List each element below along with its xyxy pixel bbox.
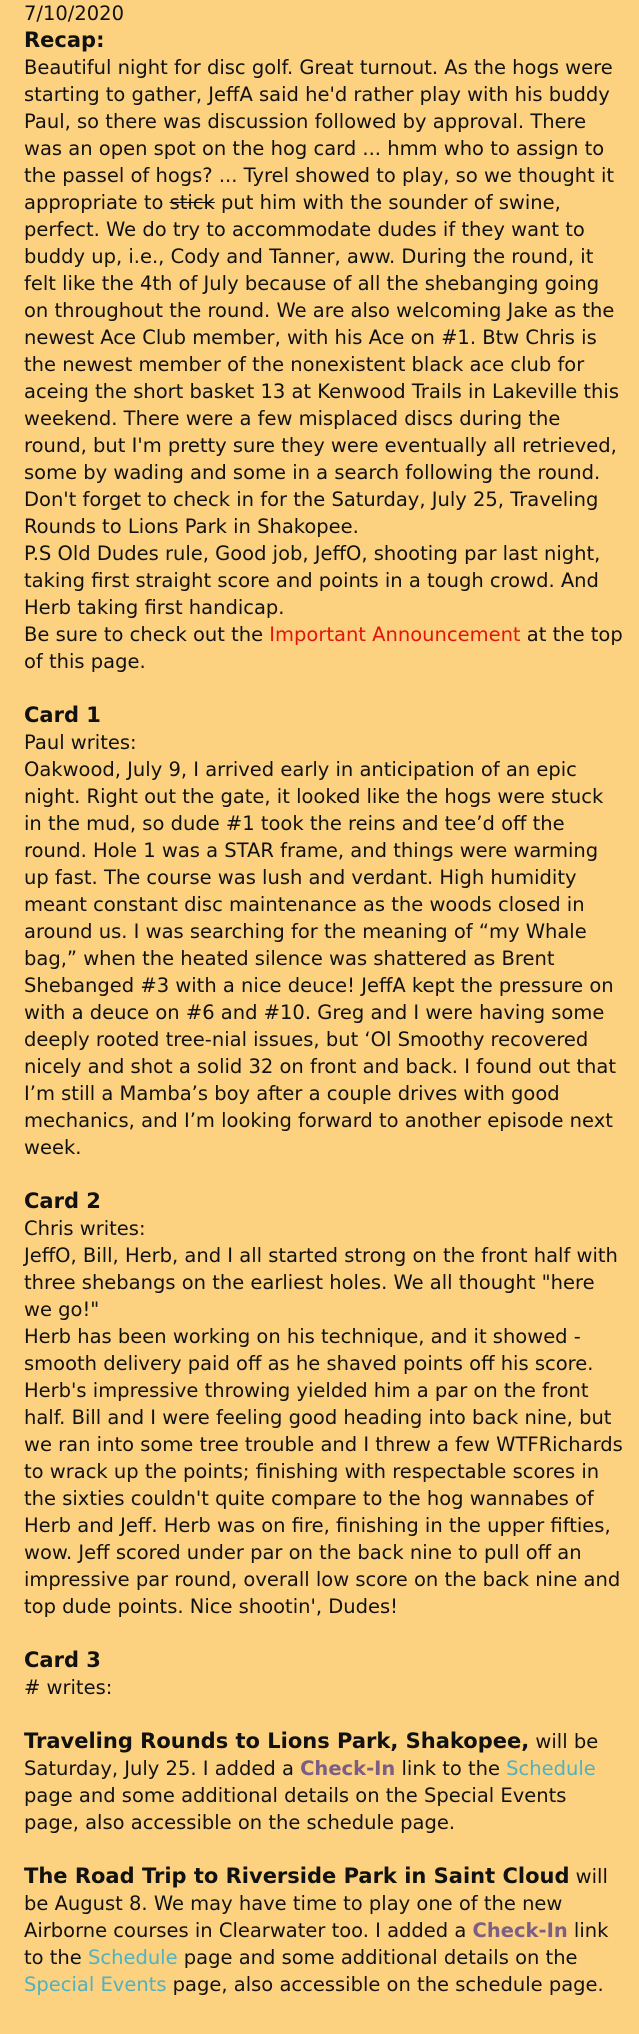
card-2-paragraph-2: Herb has been working on his technique, and it showed - smooth delivery paid off as he shaved points off his score. Herb's impressive throwing yielded him a par on the front half. Bill and I were feeling good heading into back nine, but we ran into some tree trouble and I threw a few WTFRichards to wrack up the points; finishing with respectable scores in the sixties couldn't quite compare to the hog wannabes of Herb and Jeff. Herb was on fire, finishing in the upper fifties, wow. Jeff scored under par on the back nine to pull off an impressive par round, overall low score on the back nine and top dude points. Nice shootin', Dudes! — [24, 1325, 623, 1618]
schedule-link[interactable]: Schedule — [87, 1946, 178, 1969]
recap-paragraph: Beautiful night for disc golf. Great turnout. As the hogs were starting to gather, JeffA said he'd rather play with his buddy Paul, so there was discussion followed by approval. There was an open spot on the hog card ... hmm who to assign to the passel of hogs? ... Tyrel showed to play, so we thought it appropriate to stick put him with the sounder of swine, perfect. We do try to accommodate dudes if they want to buddy up, i.e., Cody and Tanner, aww. During the round, it felt like the 4th of July because of all the shebanging going on throughout the round. We are also welcoming Jake as the newest Ace Club member, with his Ace on #1. Btw Chris is the newest member of the nonexistent black ace club for aceing the short basket 13 at Kenwood Trails in Lakeville this weekend. There were a few misplaced discs during the round, but I'm pretty sure they were eventually all retrieved, some by wading and some in a search following the round. — [24, 56, 619, 484]
card-1-body: Oakwood, July 9, I arrived early in anticipation of an epic night. Right out the gate, it looked like the hogs were stuck in the mud, so dude #1 took the reins and tee’d off the round. Hole 1 was a STAR frame, and things were warming up fast. The course was lush and verdant. High humidity meant constant disc maintenance as the woods closed in around us. I was searching for the meaning of “my Whale bag,” when the heated silence was shattered as Brent Shebanged #3 with a nice deuce! JeffA kept the pressure on with a deuce on #6 and #10. Greg and I were having some deeply rooted tree-nial issues, but ‘Ol Smoothy recovered nicely and shot a solid 32 on front and back. I found out that I’m still a Mamba’s boy after a couple drives with good mechanics, and I’m looking forward to another episode next week. — [24, 758, 616, 1159]
card-2-author: Chris writes: — [24, 1217, 146, 1240]
important-announcement-link[interactable]: Important Announcement — [269, 623, 521, 646]
events-section — [24, 1728, 626, 1998]
event-riverside-park-title: The Road Trip to Riverside Park in Saint Cloud — [24, 1864, 570, 1888]
event-lions-park: Traveling Rounds to Lions Park, Shakopee, will be Saturday, July 25. I added a Check-In link to the Schedule page and some additional details on the Special Events page, also accessible on the schedule page. — [24, 1729, 599, 1834]
schedule-link[interactable]: Schedule — [506, 1757, 596, 1780]
card-2-section — [24, 1188, 626, 1620]
checkin-reminder: Don't forget to check in for the Saturday, July 25, Traveling Rounds to Lions Park in Shakopee. — [24, 488, 599, 538]
postscript: P.S Old Dudes rule, Good job, JeffO, shooting par last night, taking first straight score and points in a tough crowd. And Herb taking first handicap. — [24, 542, 601, 619]
recap-heading: Recap: — [24, 28, 105, 52]
card-2-paragraph-1: JeffO, Bill, Herb, and I all started strong on the front half with three shebangs on the earliest holes. We all thought "here we go!" — [24, 1244, 618, 1321]
check-in-link[interactable]: Check-In — [300, 1757, 396, 1780]
event-riverside-park: The Road Trip to Riverside Park in Saint Cloud will be August 8. We may have time to play one of the new Airborne courses in Clearwater too. I added a Check-In link to the Schedule page and some additional details on the Special Events page, also accessible on the schedule page. — [24, 1864, 609, 1996]
card-1-heading: Card 1 — [24, 703, 101, 727]
recap-date: 7/10/2020 — [24, 2, 124, 25]
card-1-section — [24, 702, 626, 1161]
recap-section — [24, 0, 626, 675]
event-lions-park-title: Traveling Rounds to Lions Park, Shakopee, — [24, 1729, 530, 1753]
check-in-link[interactable]: Check-In — [472, 1919, 568, 1942]
card-3-author: # writes: — [24, 1676, 113, 1699]
announcement-note: Be sure to check out the Important Announcement at the top of this page. — [24, 623, 623, 673]
card-3-heading: Card 3 — [24, 1648, 101, 1672]
card-1-author: Paul writes: — [24, 731, 137, 754]
card-3-section — [24, 1647, 626, 1701]
card-2-heading: Card 2 — [24, 1189, 101, 1213]
strikethrough-word: stick — [169, 191, 215, 214]
special-events-link[interactable]: Special Events — [24, 1973, 167, 1996]
